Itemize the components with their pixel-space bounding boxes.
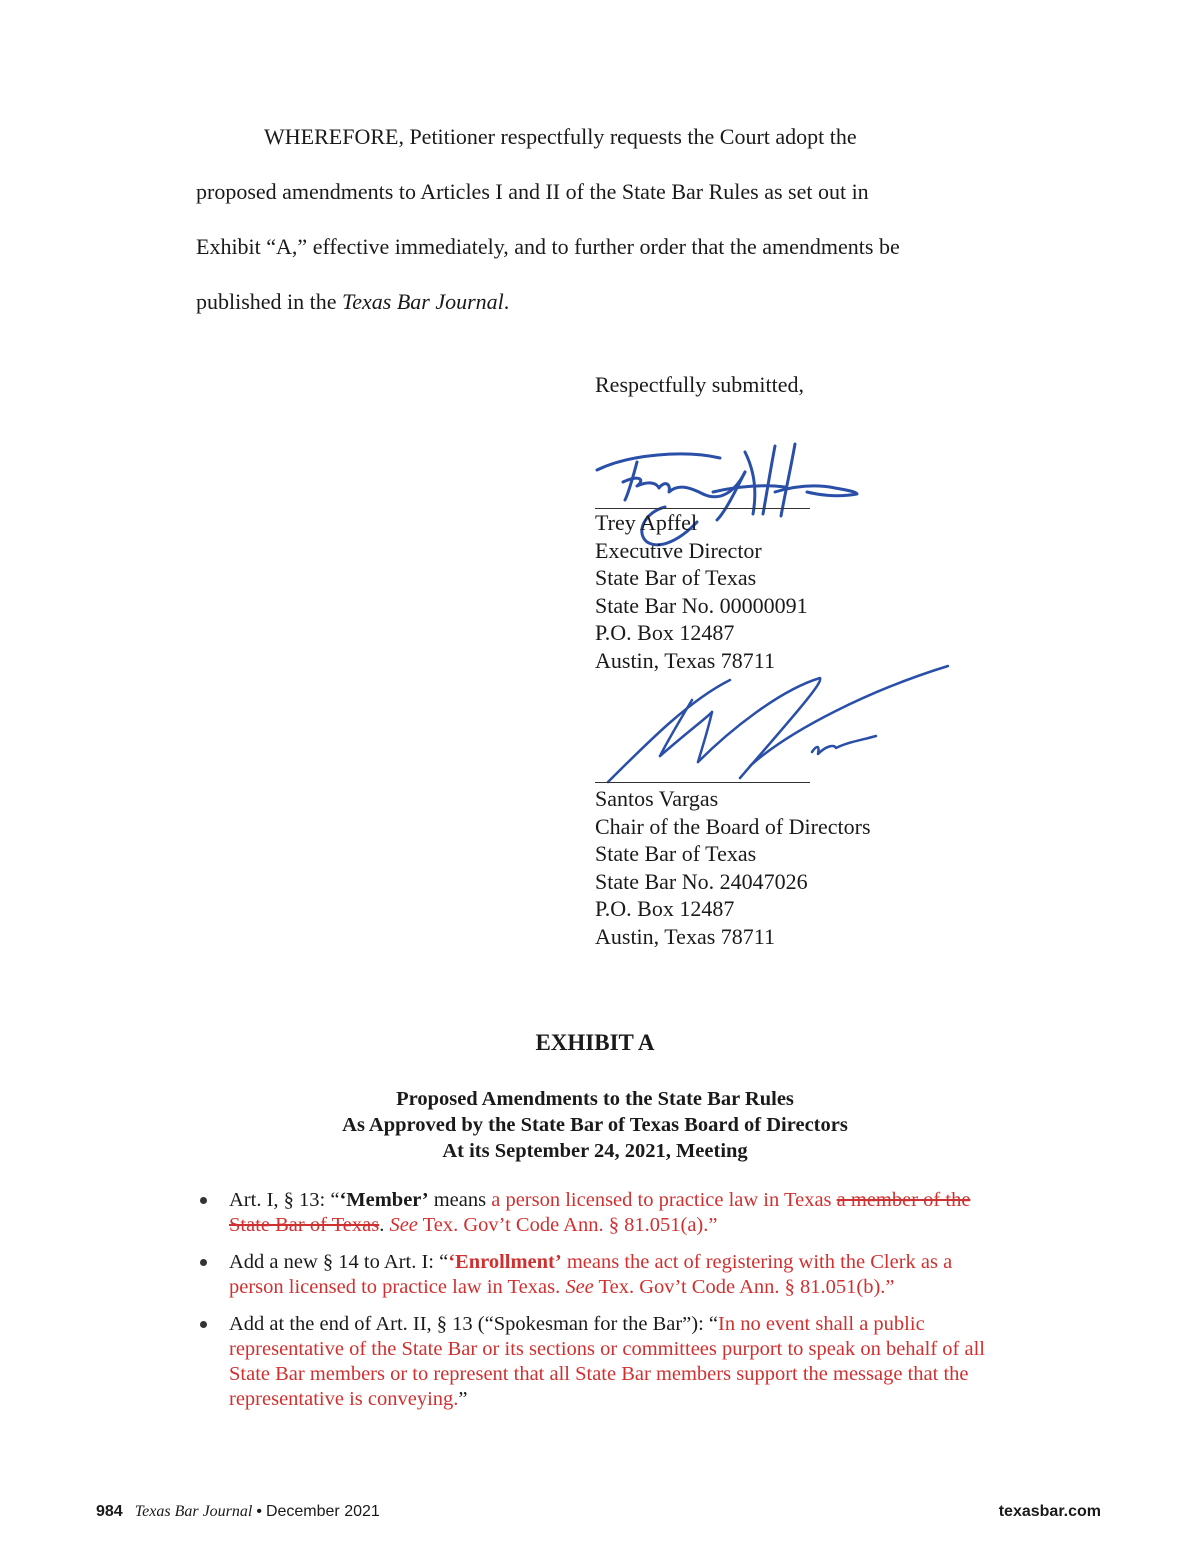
exhibit-subtitle (0, 1086, 1190, 1164)
submitted-text: Respectfully submitted, (595, 372, 804, 397)
signatory-1-bar-no: State Bar No. 00000091 (595, 592, 808, 618)
signatory-1-po-box: P.O. Box 12487 (595, 620, 735, 645)
defined-term: ‘Enrollment’ (448, 1251, 562, 1273)
see-signal: See (389, 1214, 418, 1236)
citation: Tex. Gov’t Code Ann. § 81.051(a).” (417, 1214, 718, 1236)
amendment-lead: Add a new § 14 to Art. I: “ (229, 1251, 449, 1273)
signature-line-2 (595, 782, 810, 783)
journal-name: Texas Bar Journal (342, 289, 504, 314)
amendment-item-enrollment (196, 1250, 996, 1300)
closing-line-4-suffix: . (503, 289, 510, 314)
signatory-1-org: State Bar of Texas (595, 565, 757, 590)
signatory-2-name: Santos Vargas (595, 786, 719, 811)
bullet-icon (200, 1321, 207, 1328)
added-text: a person licensed to practice law in Texas (491, 1189, 832, 1211)
signatory-2-city: Austin, Texas 78711 (595, 923, 775, 949)
footer-journal: Texas Bar Journal (134, 1503, 253, 1520)
period: . (379, 1214, 390, 1236)
signatory-1-block (595, 509, 808, 674)
deleted-text: a member of the State Bar of Texas (229, 1189, 971, 1236)
exhibit-title: EXHIBIT A (535, 1030, 655, 1055)
signatory-2-block (595, 785, 871, 950)
bullet-icon (200, 1197, 207, 1204)
closing-quote: ” (458, 1388, 468, 1410)
footer-left (96, 1503, 380, 1521)
amendment-lead: Add at the end of Art. II, § 13 (“Spokesman for the Bar”): “ (229, 1313, 719, 1335)
amendment-item-member (196, 1188, 996, 1238)
signatory-1-city: Austin, Texas 78711 (595, 647, 775, 673)
closing-line-4 (196, 274, 996, 329)
amendment-means: means (428, 1189, 492, 1211)
closing-line-3: Exhibit “A,” effective immediately, and to further order that the amendments be (196, 234, 900, 259)
signatory-2-org: State Bar of Texas (595, 841, 757, 866)
signature-santos-vargas (590, 660, 960, 790)
citation: Tex. Gov’t Code Ann. § 81.051(b).” (593, 1276, 895, 1298)
footer-date: December 2021 (265, 1503, 380, 1520)
signatory-1-title: Executive Director (595, 537, 762, 563)
closing-paragraph (196, 109, 996, 329)
added-text: In no event shall a public representative of the State Bar or its sections or committees purport to speak on behalf of all State Bar members or to represent that all State Bar members support the message that the representative is conveying. (229, 1313, 985, 1410)
signatory-2-title: Chair of the Board of Directors (595, 813, 871, 839)
closing-line-2: proposed amendments to Articles I and II of the State Bar Rules as set out in (196, 179, 869, 204)
closing-line-1: WHEREFORE, Petitioner respectfully requests the Court adopt the (264, 124, 857, 149)
added-text: means the act of registering with the Clerk as a person licensed to practice law in Texas. (229, 1251, 953, 1298)
amendment-list (196, 1188, 996, 1424)
amendment-lead: Art. I, § 13: “ (229, 1189, 340, 1211)
exhibit-subtitle-line-3: At its September 24, 2021, Meeting (442, 1140, 748, 1162)
see-signal: See (565, 1276, 594, 1298)
signatory-2-po-box: P.O. Box 12487 (595, 896, 735, 921)
footer-site-link[interactable]: texasbar.com (998, 1503, 1101, 1520)
bullet-icon (200, 1259, 207, 1266)
signatory-1-name: Trey Apffel (595, 510, 698, 535)
amendment-item-spokesman (196, 1312, 996, 1412)
exhibit-subtitle-line-2: As Approved by the State Bar of Texas Board of Directors (342, 1114, 848, 1136)
closing-line-4-prefix: published in the (196, 289, 343, 314)
defined-term: ‘Member’ (339, 1189, 429, 1211)
exhibit-subtitle-line-1: Proposed Amendments to the State Bar Rules (396, 1088, 794, 1110)
signatory-2-bar-no: State Bar No. 24047026 (595, 868, 808, 894)
footer-separator: • (256, 1503, 262, 1520)
page-number: 984 (96, 1503, 123, 1520)
